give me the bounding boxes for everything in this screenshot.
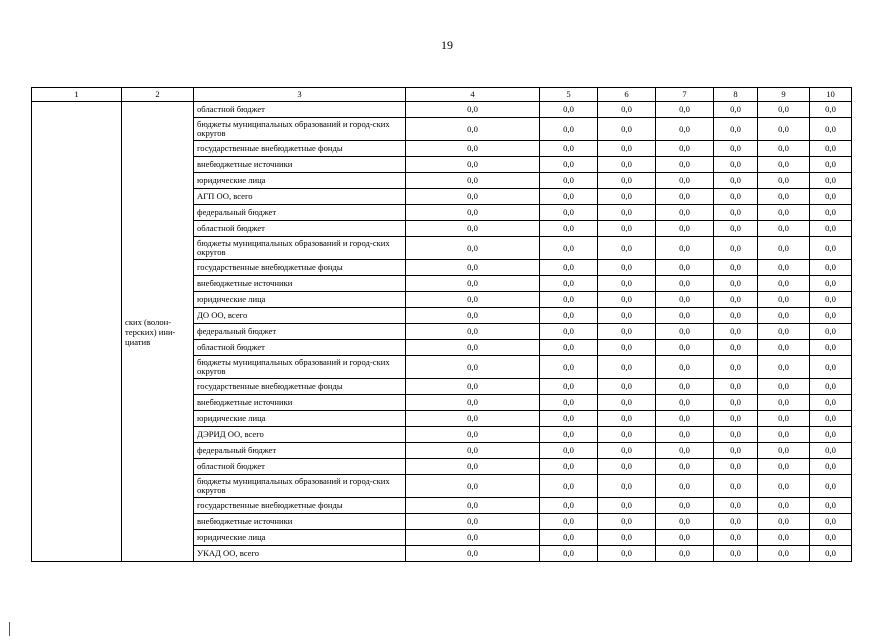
- value-cell: 0,0: [758, 102, 810, 118]
- value-cell: 0,0: [656, 102, 714, 118]
- value-cell: 0,0: [540, 237, 598, 260]
- value-cell: 0,0: [540, 546, 598, 562]
- value-cell: 0,0: [758, 546, 810, 562]
- value-cell: 0,0: [810, 443, 852, 459]
- value-cell: 0,0: [598, 546, 656, 562]
- value-cell: 0,0: [656, 379, 714, 395]
- value-cell: 0,0: [540, 475, 598, 498]
- value-cell: 0,0: [714, 427, 758, 443]
- header-cell: 3: [194, 88, 406, 102]
- value-cell: 0,0: [714, 205, 758, 221]
- value-cell: 0,0: [758, 276, 810, 292]
- header-cell: 10: [810, 88, 852, 102]
- value-cell: 0,0: [656, 411, 714, 427]
- funding-source-cell: областной бюджет: [194, 221, 406, 237]
- value-cell: 0,0: [598, 475, 656, 498]
- value-cell: 0,0: [540, 260, 598, 276]
- value-cell: 0,0: [810, 173, 852, 189]
- value-cell: 0,0: [598, 118, 656, 141]
- value-cell: 0,0: [540, 459, 598, 475]
- value-cell: 0,0: [758, 459, 810, 475]
- header-cell: 2: [122, 88, 194, 102]
- value-cell: 0,0: [598, 324, 656, 340]
- funding-source-cell: государственные внебюджетные фонды: [194, 141, 406, 157]
- value-cell: 0,0: [714, 308, 758, 324]
- value-cell: 0,0: [540, 189, 598, 205]
- funding-source-cell: федеральный бюджет: [194, 324, 406, 340]
- value-cell: 0,0: [758, 189, 810, 205]
- value-cell: 0,0: [540, 324, 598, 340]
- value-cell: 0,0: [598, 102, 656, 118]
- value-cell: 0,0: [598, 205, 656, 221]
- value-cell: 0,0: [540, 173, 598, 189]
- value-cell: 0,0: [810, 475, 852, 498]
- value-cell: 0,0: [758, 411, 810, 427]
- value-cell: 0,0: [714, 530, 758, 546]
- value-cell: 0,0: [714, 356, 758, 379]
- value-cell: 0,0: [406, 237, 540, 260]
- value-cell: 0,0: [656, 276, 714, 292]
- value-cell: 0,0: [540, 205, 598, 221]
- value-cell: 0,0: [758, 427, 810, 443]
- value-cell: 0,0: [810, 141, 852, 157]
- value-cell: 0,0: [656, 141, 714, 157]
- header-cell: 8: [714, 88, 758, 102]
- value-cell: 0,0: [714, 498, 758, 514]
- value-cell: 0,0: [598, 308, 656, 324]
- value-cell: 0,0: [656, 356, 714, 379]
- value-cell: 0,0: [406, 324, 540, 340]
- value-cell: 0,0: [406, 141, 540, 157]
- value-cell: 0,0: [540, 443, 598, 459]
- funding-source-cell: областной бюджет: [194, 459, 406, 475]
- scan-margin-mark: [9, 622, 10, 636]
- value-cell: 0,0: [714, 475, 758, 498]
- value-cell: 0,0: [758, 514, 810, 530]
- header-cell: 4: [406, 88, 540, 102]
- value-cell: 0,0: [758, 498, 810, 514]
- value-cell: 0,0: [714, 379, 758, 395]
- funding-source-cell: внебюджетные источники: [194, 276, 406, 292]
- value-cell: 0,0: [714, 546, 758, 562]
- value-cell: 0,0: [540, 395, 598, 411]
- activity-name-cell: ских (волон-терских) ини-циатив: [122, 102, 194, 562]
- value-cell: 0,0: [656, 459, 714, 475]
- value-cell: 0,0: [656, 475, 714, 498]
- funding-source-cell: бюджеты муниципальных образований и город-ских округов: [194, 356, 406, 379]
- value-cell: 0,0: [758, 475, 810, 498]
- funding-source-cell: юридические лица: [194, 173, 406, 189]
- funding-source-cell: областной бюджет: [194, 340, 406, 356]
- column-1-cell: [32, 102, 122, 562]
- value-cell: 0,0: [810, 411, 852, 427]
- value-cell: 0,0: [540, 427, 598, 443]
- value-cell: 0,0: [598, 498, 656, 514]
- value-cell: 0,0: [714, 237, 758, 260]
- value-cell: 0,0: [406, 459, 540, 475]
- value-cell: 0,0: [714, 141, 758, 157]
- value-cell: 0,0: [758, 379, 810, 395]
- value-cell: 0,0: [758, 260, 810, 276]
- value-cell: 0,0: [656, 324, 714, 340]
- value-cell: 0,0: [406, 356, 540, 379]
- value-cell: 0,0: [656, 157, 714, 173]
- value-cell: 0,0: [758, 356, 810, 379]
- value-cell: 0,0: [540, 514, 598, 530]
- value-cell: 0,0: [656, 530, 714, 546]
- funding-source-cell: государственные внебюджетные фонды: [194, 498, 406, 514]
- value-cell: 0,0: [758, 340, 810, 356]
- header-cell: 7: [656, 88, 714, 102]
- value-cell: 0,0: [540, 308, 598, 324]
- value-cell: 0,0: [598, 459, 656, 475]
- value-cell: 0,0: [758, 118, 810, 141]
- value-cell: 0,0: [714, 260, 758, 276]
- value-cell: 0,0: [656, 514, 714, 530]
- value-cell: 0,0: [714, 395, 758, 411]
- value-cell: 0,0: [656, 292, 714, 308]
- value-cell: 0,0: [598, 530, 656, 546]
- value-cell: 0,0: [714, 221, 758, 237]
- value-cell: 0,0: [758, 324, 810, 340]
- value-cell: 0,0: [810, 102, 852, 118]
- value-cell: 0,0: [406, 118, 540, 141]
- value-cell: 0,0: [810, 157, 852, 173]
- value-cell: 0,0: [540, 356, 598, 379]
- value-cell: 0,0: [598, 221, 656, 237]
- value-cell: 0,0: [598, 260, 656, 276]
- value-cell: 0,0: [656, 546, 714, 562]
- value-cell: 0,0: [758, 443, 810, 459]
- value-cell: 0,0: [406, 260, 540, 276]
- value-cell: 0,0: [598, 173, 656, 189]
- value-cell: 0,0: [406, 102, 540, 118]
- value-cell: 0,0: [714, 276, 758, 292]
- value-cell: 0,0: [406, 443, 540, 459]
- value-cell: 0,0: [406, 379, 540, 395]
- value-cell: 0,0: [598, 189, 656, 205]
- value-cell: 0,0: [598, 443, 656, 459]
- value-cell: 0,0: [810, 395, 852, 411]
- funding-source-cell: внебюджетные источники: [194, 514, 406, 530]
- table-row: [32, 102, 852, 118]
- value-cell: 0,0: [810, 205, 852, 221]
- value-cell: 0,0: [406, 546, 540, 562]
- value-cell: 0,0: [540, 102, 598, 118]
- header-row: [32, 88, 852, 102]
- value-cell: 0,0: [598, 237, 656, 260]
- value-cell: 0,0: [656, 237, 714, 260]
- value-cell: 0,0: [714, 324, 758, 340]
- value-cell: 0,0: [540, 530, 598, 546]
- value-cell: 0,0: [656, 173, 714, 189]
- funding-table: [31, 87, 852, 562]
- value-cell: 0,0: [598, 141, 656, 157]
- value-cell: 0,0: [540, 292, 598, 308]
- value-cell: 0,0: [540, 221, 598, 237]
- value-cell: 0,0: [598, 427, 656, 443]
- funding-source-cell: федеральный бюджет: [194, 443, 406, 459]
- header-cell: 6: [598, 88, 656, 102]
- value-cell: 0,0: [810, 427, 852, 443]
- value-cell: 0,0: [406, 189, 540, 205]
- value-cell: 0,0: [714, 157, 758, 173]
- value-cell: 0,0: [714, 189, 758, 205]
- value-cell: 0,0: [656, 427, 714, 443]
- value-cell: 0,0: [406, 498, 540, 514]
- value-cell: 0,0: [656, 308, 714, 324]
- value-cell: 0,0: [758, 141, 810, 157]
- value-cell: 0,0: [540, 379, 598, 395]
- value-cell: 0,0: [406, 292, 540, 308]
- funding-source-cell: УКАД ОО, всего: [194, 546, 406, 562]
- value-cell: 0,0: [714, 118, 758, 141]
- value-cell: 0,0: [758, 292, 810, 308]
- value-cell: 0,0: [810, 459, 852, 475]
- value-cell: 0,0: [656, 118, 714, 141]
- value-cell: 0,0: [406, 221, 540, 237]
- header-cell: 1: [32, 88, 122, 102]
- value-cell: 0,0: [598, 292, 656, 308]
- value-cell: 0,0: [598, 514, 656, 530]
- value-cell: 0,0: [406, 276, 540, 292]
- value-cell: 0,0: [758, 157, 810, 173]
- value-cell: 0,0: [598, 379, 656, 395]
- value-cell: 0,0: [406, 205, 540, 221]
- value-cell: 0,0: [656, 443, 714, 459]
- value-cell: 0,0: [810, 276, 852, 292]
- value-cell: 0,0: [598, 276, 656, 292]
- value-cell: 0,0: [810, 546, 852, 562]
- value-cell: 0,0: [714, 514, 758, 530]
- value-cell: 0,0: [714, 340, 758, 356]
- table-body: [32, 102, 852, 562]
- value-cell: 0,0: [810, 530, 852, 546]
- value-cell: 0,0: [758, 205, 810, 221]
- value-cell: 0,0: [656, 205, 714, 221]
- value-cell: 0,0: [656, 260, 714, 276]
- value-cell: 0,0: [540, 340, 598, 356]
- value-cell: 0,0: [540, 141, 598, 157]
- value-cell: 0,0: [598, 157, 656, 173]
- funding-source-cell: бюджеты муниципальных образований и город-ских округов: [194, 475, 406, 498]
- funding-source-cell: государственные внебюджетные фонды: [194, 379, 406, 395]
- value-cell: 0,0: [714, 443, 758, 459]
- page-number: 19: [441, 38, 453, 52]
- funding-source-cell: областной бюджет: [194, 102, 406, 118]
- value-cell: 0,0: [598, 340, 656, 356]
- value-cell: 0,0: [714, 411, 758, 427]
- funding-source-cell: ДЭРИД ОО, всего: [194, 427, 406, 443]
- funding-source-cell: юридические лица: [194, 411, 406, 427]
- funding-source-cell: внебюджетные источники: [194, 157, 406, 173]
- funding-source-cell: ДО ОО, всего: [194, 308, 406, 324]
- value-cell: 0,0: [810, 324, 852, 340]
- value-cell: 0,0: [810, 189, 852, 205]
- value-cell: 0,0: [656, 189, 714, 205]
- funding-source-cell: юридические лица: [194, 292, 406, 308]
- value-cell: 0,0: [406, 475, 540, 498]
- value-cell: 0,0: [598, 356, 656, 379]
- value-cell: 0,0: [714, 459, 758, 475]
- funding-source-cell: федеральный бюджет: [194, 205, 406, 221]
- value-cell: 0,0: [810, 118, 852, 141]
- value-cell: 0,0: [406, 395, 540, 411]
- funding-source-cell: внебюджетные источники: [194, 395, 406, 411]
- value-cell: 0,0: [714, 173, 758, 189]
- value-cell: 0,0: [540, 411, 598, 427]
- value-cell: 0,0: [758, 237, 810, 260]
- value-cell: 0,0: [758, 221, 810, 237]
- value-cell: 0,0: [656, 395, 714, 411]
- value-cell: 0,0: [758, 530, 810, 546]
- funding-source-cell: государственные внебюджетные фонды: [194, 260, 406, 276]
- funding-source-cell: АГП ОО, всего: [194, 189, 406, 205]
- value-cell: 0,0: [406, 411, 540, 427]
- value-cell: 0,0: [810, 379, 852, 395]
- value-cell: 0,0: [598, 395, 656, 411]
- value-cell: 0,0: [810, 340, 852, 356]
- value-cell: 0,0: [758, 308, 810, 324]
- value-cell: 0,0: [598, 411, 656, 427]
- value-cell: 0,0: [406, 427, 540, 443]
- value-cell: 0,0: [758, 173, 810, 189]
- value-cell: 0,0: [540, 498, 598, 514]
- value-cell: 0,0: [714, 292, 758, 308]
- value-cell: 0,0: [656, 221, 714, 237]
- value-cell: 0,0: [406, 514, 540, 530]
- value-cell: 0,0: [810, 260, 852, 276]
- value-cell: 0,0: [758, 395, 810, 411]
- value-cell: 0,0: [810, 237, 852, 260]
- value-cell: 0,0: [714, 102, 758, 118]
- value-cell: 0,0: [810, 498, 852, 514]
- value-cell: 0,0: [406, 308, 540, 324]
- funding-source-cell: юридические лица: [194, 530, 406, 546]
- value-cell: 0,0: [406, 157, 540, 173]
- value-cell: 0,0: [810, 308, 852, 324]
- value-cell: 0,0: [406, 340, 540, 356]
- funding-source-cell: бюджеты муниципальных образований и город-ских округов: [194, 118, 406, 141]
- value-cell: 0,0: [406, 530, 540, 546]
- value-cell: 0,0: [540, 276, 598, 292]
- value-cell: 0,0: [810, 356, 852, 379]
- header-cell: 9: [758, 88, 810, 102]
- value-cell: 0,0: [810, 292, 852, 308]
- funding-source-cell: бюджеты муниципальных образований и город-ских округов: [194, 237, 406, 260]
- value-cell: 0,0: [810, 514, 852, 530]
- value-cell: 0,0: [406, 173, 540, 189]
- value-cell: 0,0: [656, 498, 714, 514]
- value-cell: 0,0: [656, 340, 714, 356]
- value-cell: 0,0: [810, 221, 852, 237]
- value-cell: 0,0: [540, 118, 598, 141]
- value-cell: 0,0: [540, 157, 598, 173]
- header-cell: 5: [540, 88, 598, 102]
